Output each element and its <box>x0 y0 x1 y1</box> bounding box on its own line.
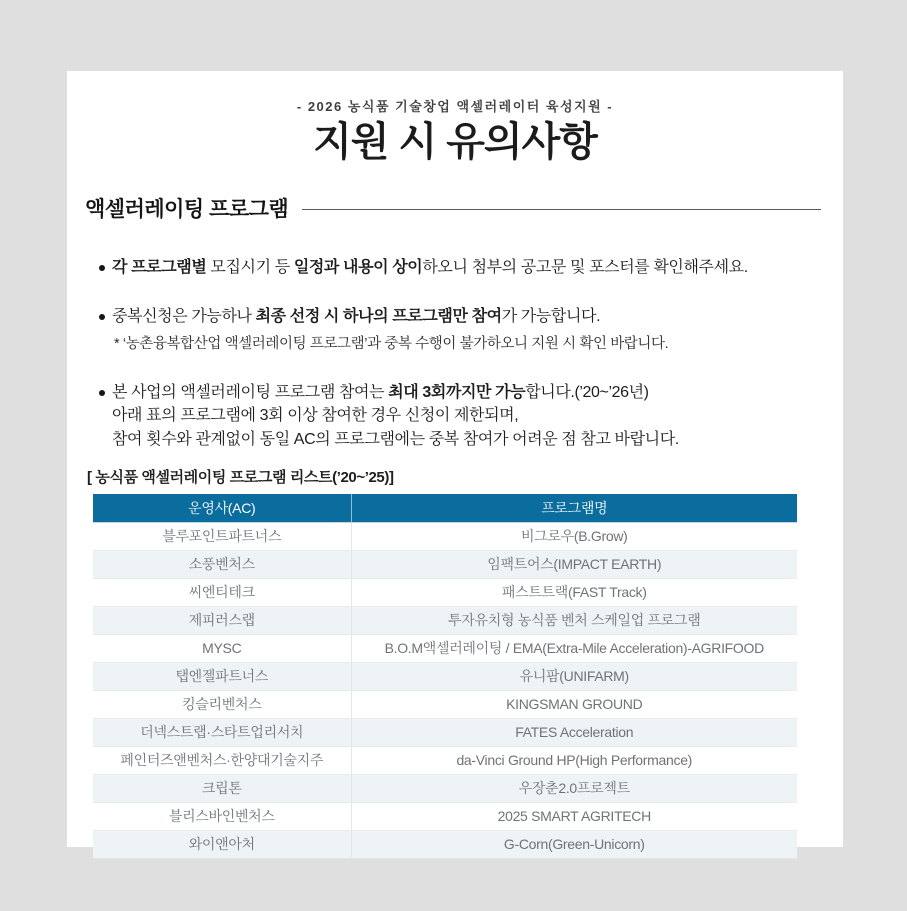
program-cell: 투자유치형 농식품 벤처 스케일업 프로그램 <box>351 606 797 634</box>
eyebrow-text: - 2026 농식품 기술창업 액셀러레이터 육성지원 - <box>296 99 614 114</box>
program-cell: 우장춘2.0프로젝트 <box>351 774 797 802</box>
section-rule-line <box>302 209 821 210</box>
bullet-body <box>112 256 813 280</box>
table-row <box>93 746 797 774</box>
operator-cell: 탭엔젤파트너스 <box>93 662 351 690</box>
section-header <box>85 193 821 223</box>
bullet-text: 참여 횟수와 관계없이 동일 AC의 프로그램에는 중복 참여가 어려운 점 참고 바랍니다. <box>112 430 679 448</box>
table-row <box>93 578 797 606</box>
operator-cell: 씨엔티테크 <box>93 578 351 606</box>
table-row <box>93 662 797 690</box>
bullet-text: 각 프로그램별 모집시기 등 일정과 내용이 상이하오니 첨부의 공고문 및 포스터를 확인해주세요. <box>112 258 748 276</box>
table-header-row <box>93 494 797 522</box>
table-caption: [ 농식품 액셀러레이팅 프로그램 리스트(’20~’25)] <box>87 469 394 487</box>
bullet-note: * ‘농촌융복합산업 액셀러레이팅 프로그램’과 중복 수행이 불가하오니 지원 시 확인 바랍니다. <box>114 335 669 352</box>
notice-card <box>67 71 843 853</box>
operator-cell: 제피러스랩 <box>93 606 351 634</box>
bullet-item-participation-limit <box>99 381 813 452</box>
program-cell: B.O.M액셀러레이팅 / EMA(Extra-Mile Acceleration)-AGRIFOOD <box>351 634 797 662</box>
program-table-body <box>93 522 797 858</box>
section-title: 액셀러레이팅 프로그램 <box>85 197 289 221</box>
program-cell: 패스트트랙(FAST Track) <box>351 578 797 606</box>
table-row <box>93 718 797 746</box>
program-cell: 비그로우(B.Grow) <box>351 522 797 550</box>
table-row <box>93 690 797 718</box>
operator-cell: 블리스바인벤처스 <box>93 802 351 830</box>
program-cell: 유니팜(UNIFARM) <box>351 662 797 690</box>
operator-cell: 소풍벤처스 <box>93 550 351 578</box>
bullet-item-duplicate-apply <box>99 305 813 355</box>
bullet-dot <box>99 265 105 271</box>
program-cell: da-Vinci Ground HP(High Performance) <box>351 746 797 774</box>
operator-cell: 더넥스트랩·스타트업리서치 <box>93 718 351 746</box>
operator-cell: 블루포인트파트너스 <box>93 522 351 550</box>
bullet-list <box>99 256 813 452</box>
program-cell: KINGSMAN GROUND <box>351 690 797 718</box>
bullet-item-program-schedule <box>99 256 813 280</box>
bullet-text: 본 사업의 액셀러레이팅 프로그램 참여는 최대 3회까지만 가능합니다.(’20~’26년) <box>112 383 649 401</box>
program-cell: 임팩트어스(IMPACT EARTH) <box>351 550 797 578</box>
column-header-operator: 운영사(AC) <box>93 494 351 522</box>
program-cell: G-Corn(Green-Unicorn) <box>351 830 797 858</box>
table-row <box>93 830 797 858</box>
bullet-body <box>112 381 813 452</box>
table-row <box>93 550 797 578</box>
table-row <box>93 802 797 830</box>
page-title: 지원 시 유의사항 <box>313 120 597 164</box>
bullet-dot <box>99 314 105 320</box>
operator-cell: MYSC <box>93 634 351 662</box>
table-row <box>93 634 797 662</box>
bullet-text: 아래 표의 프로그램에 3회 이상 참여한 경우 신청이 제한되며, <box>112 407 519 425</box>
bullet-dot <box>99 390 105 396</box>
program-cell: FATES Acceleration <box>351 718 797 746</box>
operator-cell: 와이앤아처 <box>93 830 351 858</box>
program-list-table <box>93 494 797 859</box>
operator-cell: 킹슬리벤처스 <box>93 690 351 718</box>
table-row <box>93 774 797 802</box>
bullet-text: 중복신청은 가능하나 최종 선정 시 하나의 프로그램만 참여가 가능합니다. <box>112 308 601 326</box>
operator-cell: 페인터즈앤벤처스·한양대기술지주 <box>93 746 351 774</box>
operator-cell: 크립톤 <box>93 774 351 802</box>
table-row <box>93 522 797 550</box>
bullet-body <box>112 305 813 355</box>
table-row <box>93 606 797 634</box>
program-cell: 2025 SMART AGRITECH <box>351 802 797 830</box>
column-header-program: 프로그램명 <box>351 494 797 522</box>
